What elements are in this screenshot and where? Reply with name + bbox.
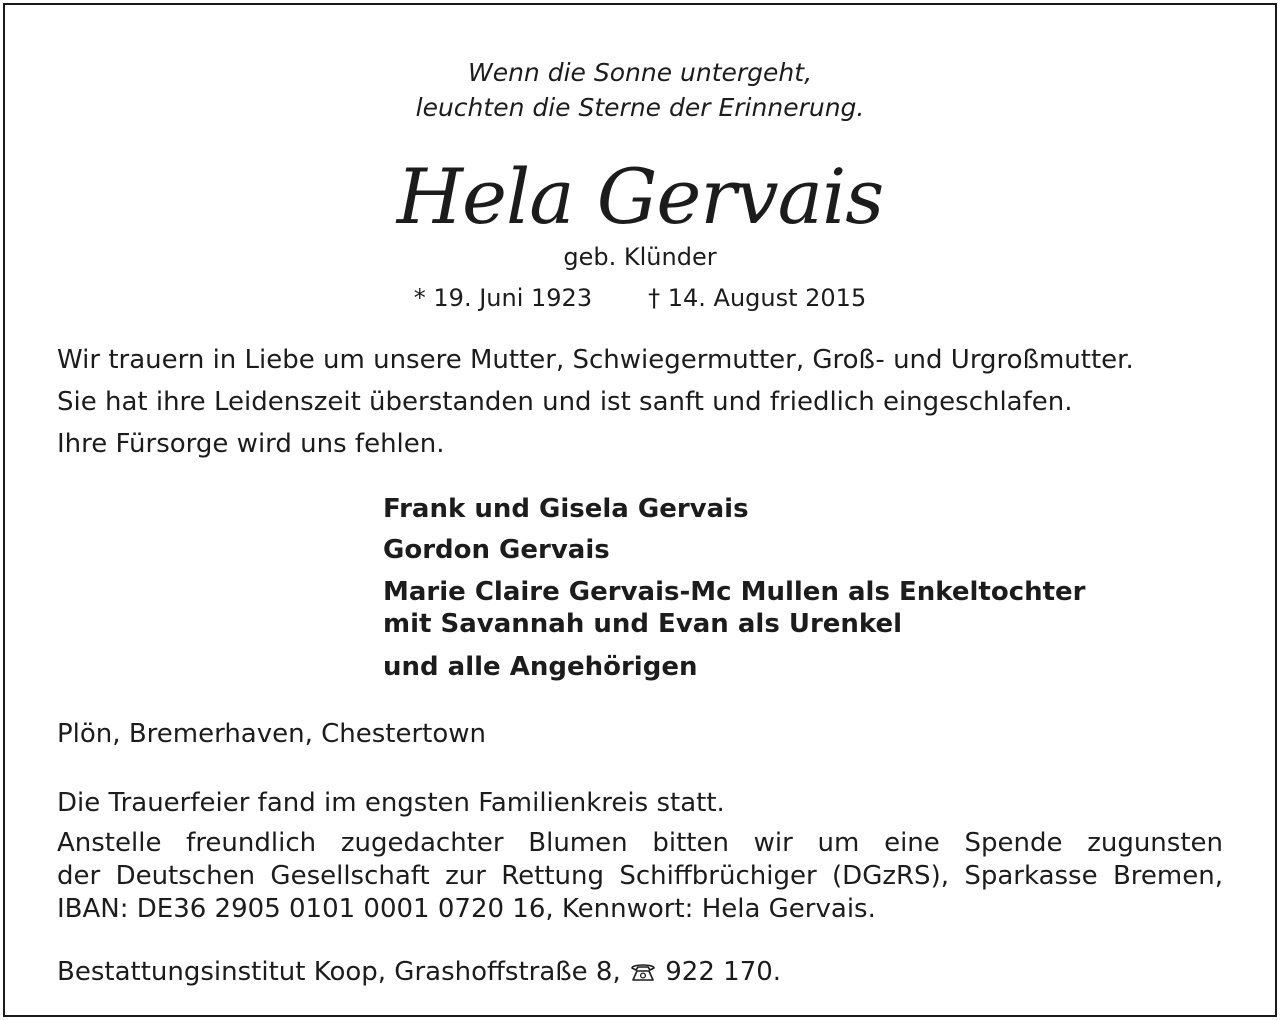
- mourner-1: Frank und Gisela Gervais: [383, 494, 749, 524]
- birth-date: * 19. Juni 1923: [413, 284, 593, 312]
- undertaker-info: [57, 951, 781, 993]
- undertaker-phone: 922 170.: [665, 957, 782, 987]
- motto-line-1: Wenn die Sonne untergeht,: [467, 58, 813, 87]
- message-line-3: Ihre Fürsorge wird uns fehlen.: [57, 429, 445, 459]
- motto-line-2: leuchten die Sterne der Erinnerung.: [415, 93, 865, 122]
- obituary-notice: [3, 3, 1277, 1017]
- funeral-note: Die Trauerfeier fand im engsten Familienkreis statt.: [57, 788, 725, 818]
- deceased-name: Hela Gervais: [396, 152, 884, 241]
- mourner-5: und alle Angehörigen: [383, 652, 698, 682]
- donation-line-1: Anstelle freundlich zugedachter Blumen bitten wir um eine Spende zugunsten: [57, 828, 1223, 858]
- mourner-2: Gordon Gervais: [383, 535, 610, 565]
- message-line-1: Wir trauern in Liebe um unsere Mutter, Schwiegermutter, Groß- und Urgroßmutter.: [57, 345, 1134, 375]
- donation-line-2: der Deutschen Gesellschaft zur Rettung Schiffbrüchiger (DGzRS), Sparkasse Bremen,: [57, 861, 1223, 891]
- undertaker-address: Bestattungsinstitut Koop, Grashoffstraße 8,: [57, 957, 621, 987]
- mourner-3: Marie Claire Gervais-Mc Mullen als Enkeltochter: [383, 577, 1086, 607]
- message-line-2: Sie hat ihre Leidenszeit überstanden und ist sanft und friedlich eingeschlafen.: [57, 387, 1073, 417]
- telephone-icon: [629, 954, 657, 976]
- mourner-4: mit Savannah und Evan als Urenkel: [383, 609, 903, 639]
- places: Plön, Bremerhaven, Chestertown: [57, 719, 487, 749]
- maiden-name: geb. Klünder: [563, 243, 717, 271]
- death-date: † 14. August 2015: [648, 284, 867, 312]
- donation-line-3: IBAN: DE36 2905 0101 0001 0720 16, Kennwort: Hela Gervais.: [57, 894, 876, 924]
- life-dates: [5, 283, 1275, 313]
